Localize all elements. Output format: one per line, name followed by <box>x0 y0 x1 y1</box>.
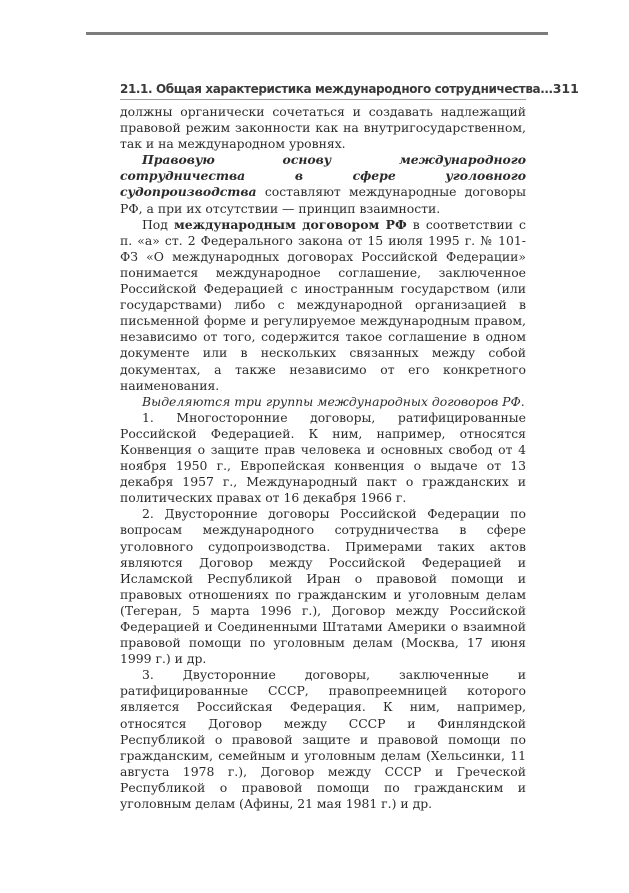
definition-lead: Под <box>142 216 174 232</box>
list-item-multilateral: 1. Многосторонние договоры, ратифицированные Российской Федерацией. К ним, например, относятся Конвенция о защите прав человека и основных свобод от 4 ноября 1950 г., Европейская конвенция о выдаче от 13 декабря 1957 г., Международный пакт о гражданских и политических правах от 16 декабря 1966 г. <box>120 409 526 506</box>
running-header <box>120 81 579 100</box>
list-item-bilateral-rf: 2. Двусторонние договоры Российской Федерации по вопросам международного сотрудничества в сфере уголовного судопроизводства. Примерами таких актов являются Договор между Российской Федерацией и Исламской Республикой Иран о правовой помощи и правовых отношениях по гражданским и уголовным делам (Тегеран, 5 марта 1996 г.), Договор между Российской Федерацией и Соединенными Штатами Америки о взаимной правовой помощи по уголовным делам (Москва, 17 июня 1999 г.) и др. <box>120 506 526 667</box>
list-item-bilateral-ussr: 3. Двусторонние договоры, заключенные и ратифицированные СССР, правопреемницей которого является Российская Федерация. К ним, например, относятся Договор между СССР и Финляндской Республикой о правовой защите и правовой помощи по гражданским, семейным и уголовным делам (Хельсинки, 11 августа 1978 г.), Договор между СССР и Греческой Республикой о правовой помощи по гражданским и уголовным делам (Афины, 21 мая 1981 г.) и др. <box>120 667 526 812</box>
emphasis-legal-basis: Правовую основу международного сотрудничества в сфере уголовного судопроизводства <box>120 152 526 200</box>
paragraph-legal-basis-text: составляют международные договоры РФ, а при их отсутствии — принцип взаимности. <box>120 184 526 216</box>
paragraph-three-groups: Выделяются три группы международных договоров РФ. <box>142 393 525 409</box>
paragraph-treaty-definition <box>120 217 526 394</box>
definition-text: в соответствии с п. «а» ст. 2 Федерального закона от 15 июля 1995 г. № 101-ФЗ «О международных договорах Российской Федерации» понимается международное соглашение, заключенное Российской Федерацией с иностранным государством (или государствами) либо с международной организацией в письменной форме и регулируемое международным правом, независимо от того, содержится такое соглашение в одном документе или в нескольких связанных между собой документах, а также независимо от его конкретного наименования. <box>120 216 526 393</box>
running-title: 21.1. Общая характеристика международного сотрудничества... <box>120 82 553 96</box>
page-number: 311 <box>552 81 579 96</box>
top-scan-rule <box>86 32 548 35</box>
page-body <box>120 104 526 812</box>
term-international-treaty: международным договором РФ <box>173 216 407 232</box>
paragraph-continuation: должны органически сочетаться и создавать надлежащий правовой режим законности как на внутригосударственном, так и на международном уровнях. <box>120 104 526 152</box>
paragraph-legal-basis <box>120 152 526 216</box>
